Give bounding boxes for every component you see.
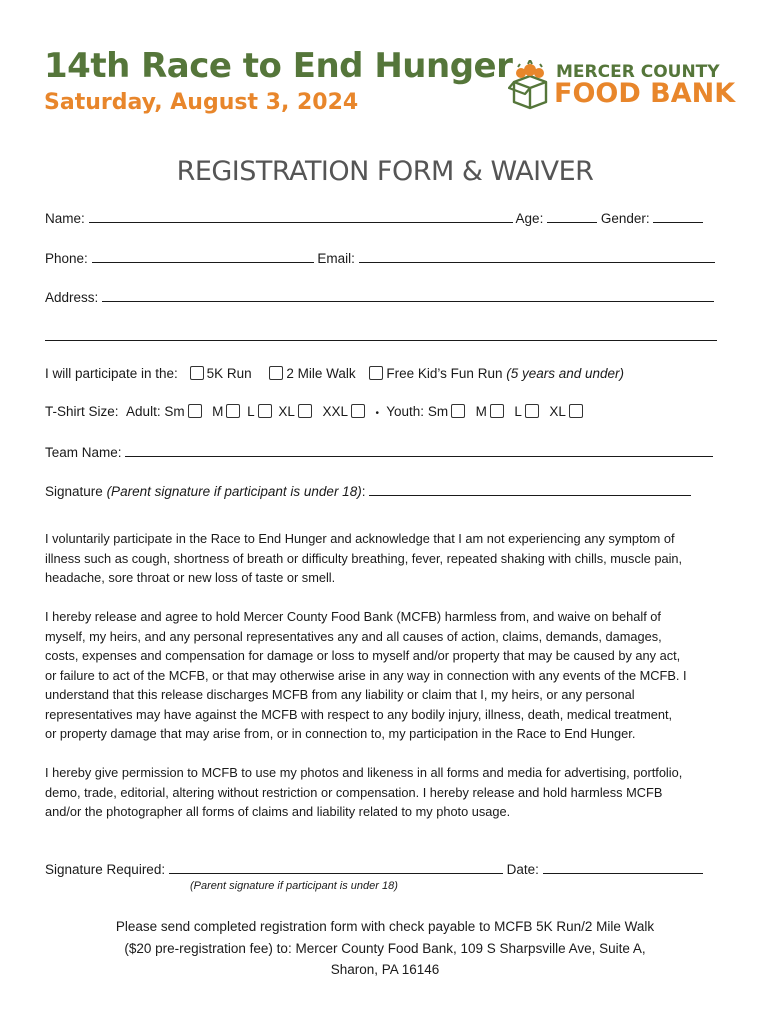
youth-size-xl-checkbox[interactable] [569,404,583,418]
adult-size-m-label: M [212,404,224,419]
signature-field[interactable] [369,483,691,496]
youth-size-l-checkbox[interactable] [525,404,539,418]
gender-field[interactable] [653,210,703,223]
contact-row [45,250,715,266]
waiver-line: or property damage that may arise from, or in connection to, my participation in the Race to End Hunger. [45,726,636,741]
event-date: Saturday, August 3, 2024 [44,90,359,115]
youth-size-xl-label: XL [549,404,566,419]
mailing-instructions [0,916,770,981]
waiver-line: and/or the photographer all forms of claims and liability related to my photo usage. [45,804,511,819]
adult-size-xxl-checkbox[interactable] [351,404,365,418]
waiver-line: representatives may have against the MCFB with respect to any bodily injury, illness, death, medical treatment, [45,706,673,722]
logo-text-bottom: FOOD BANK [554,78,736,109]
youth-size-sm-label: Sm [427,404,449,419]
participate-label: I will participate in the: [45,366,178,381]
adult-size-sm-label: Sm [164,404,185,419]
adult-size-xl-checkbox[interactable] [298,404,312,418]
walk-label: 2 Mile Walk [286,366,356,381]
signature-colon: : [361,484,366,499]
waiver-paragraph-3 [45,763,735,822]
footer-line: ($20 pre-registration fee) to: Mercer County Food Bank, 109 S Sharpsville Ave, Suite A, [124,940,646,956]
waiver-line: demo, trade, editorial, altering without restriction or compensation. I hereby release and hold harmless MCFB [45,784,663,800]
adult-size-m-checkbox[interactable] [226,404,240,418]
age-field[interactable] [547,210,597,223]
team-field[interactable] [125,444,713,457]
youth-size-l-label: L [514,404,522,419]
waiver-line: I hereby release and agree to hold Mercer County Food Bank (MCFB) harmless from, and waive on behalf of [45,609,661,624]
gender-label: Gender: [600,211,650,226]
address-row-2 [45,328,717,344]
phone-field[interactable] [92,250,314,263]
youth-label: Youth: [386,404,425,419]
adult-size-xl-label: XL [278,404,295,419]
footer-line: Sharon, PA 16146 [330,962,440,977]
event-title: 14th Race to End Hunger [44,46,513,86]
produce-box-icon [508,60,552,112]
food-bank-logo [508,58,736,114]
phone-label: Phone: [45,251,88,266]
team-row [45,444,713,460]
5k-run-label: 5K Run [206,366,252,381]
signature-label: Signature [45,484,103,499]
waiver-line: understand that this release discharges MCFB from any liability or claim that I, my heirs, or any personal [45,687,635,702]
waiver-line: illness such as cough, shortness of breath or difficulty breathing, fever, repeated shaking with chills, muscle pain, [45,550,683,566]
signature-note: (Parent signature if participant is under 18) [106,484,362,499]
5k-run-checkbox[interactable] [190,366,204,380]
youth-size-m-label: M [475,404,487,419]
name-row [45,210,703,226]
waiver-paragraph-1 [45,529,735,588]
signature-required-field[interactable] [169,861,503,874]
name-label: Name: [45,211,85,226]
date-field[interactable] [543,861,703,874]
email-field[interactable] [359,250,715,263]
kids-run-label: Free Kid’s Fun Run [386,366,503,381]
address-field-line-2[interactable] [45,328,717,341]
participation-row [45,366,624,381]
waiver-paragraph-2 [45,607,735,744]
signature-row [45,483,691,499]
adult-size-xxl-label: XXL [322,404,348,419]
waiver-line: costs, expenses and compensation for damage or loss to myself and/or property that may be caused by any act, [45,648,681,663]
footer-line: Please send completed registration form with check payable to MCFB 5K Run/2 Mile Walk [115,919,655,934]
youth-size-m-checkbox[interactable] [490,404,504,418]
adult-size-l-label: L [247,404,255,419]
address-row [45,289,714,305]
form-title: REGISTRATION FORM & WAIVER [176,156,594,187]
address-label: Address: [45,290,99,305]
date-label: Date: [506,862,539,877]
email-label: Email: [317,251,355,266]
kids-run-checkbox[interactable] [369,366,383,380]
walk-checkbox[interactable] [269,366,283,380]
signature-required-note: (Parent signature if participant is under 18) [190,880,398,892]
waiver-line: I hereby give permission to MCFB to use my photos and likeness in all forms and media for advertising, portfolio, [45,765,683,780]
team-label: Team Name: [45,445,122,460]
separator-bullet: • [375,408,379,419]
adult-size-l-checkbox[interactable] [258,404,272,418]
age-label: Age: [515,211,544,226]
waiver-line: headache, sore throat or new loss of taste or smell. [45,570,336,585]
waiver-line: or failure to act of the MCFB, or that may otherwise arise in any way in connection with any events of the MCFB. I [45,667,687,683]
adult-label: Adult: [126,404,161,419]
waiver-line: I voluntarily participate in the Race to End Hunger and acknowledge that I am not experiencing any symptom of [45,531,675,546]
tshirt-label: T-Shirt Size: [45,404,119,419]
logo-text-top: MERCER COUNTY [556,62,720,82]
adult-size-sm-checkbox[interactable] [188,404,202,418]
waiver-line: myself, my heirs, and any personal representatives any and all causes of action, claims, demands, damages, [45,628,662,644]
address-field[interactable] [102,289,714,302]
name-field[interactable] [89,210,513,223]
tshirt-row [45,404,586,419]
kids-run-note: (5 years and under) [506,366,625,381]
youth-size-sm-checkbox[interactable] [451,404,465,418]
signature-required-row [45,861,703,877]
signature-required-label: Signature Required: [45,862,166,877]
